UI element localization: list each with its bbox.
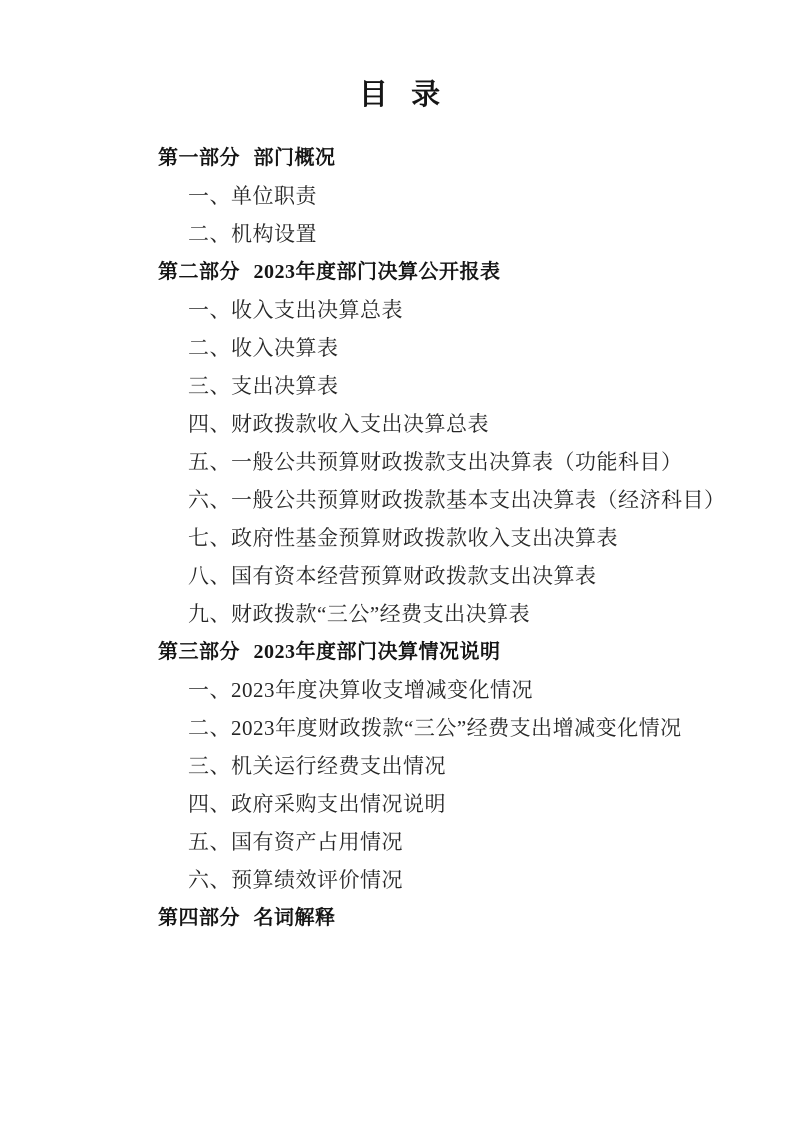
toc-item: 五、国有资产占用情况 [188, 830, 403, 854]
table-of-contents [158, 139, 800, 937]
toc-item: 二、收入决算表 [188, 336, 339, 360]
toc-item: 五、一般公共预算财政拨款支出决算表（功能科目） [188, 450, 683, 474]
toc-item: 三、机关运行经费支出情况 [188, 754, 446, 778]
toc-item: 三、支出决算表 [188, 374, 339, 398]
toc-section-heading-part4: 第四部分 名词解释 [158, 907, 336, 929]
toc-item: 六、一般公共预算财政拨款基本支出决算表（经济科目） [188, 488, 726, 512]
toc-item: 一、收入支出决算总表 [188, 298, 403, 322]
toc-section-heading-part3: 第三部分 2023年度部门决算情况说明 [158, 641, 501, 663]
toc-section-heading-part2: 第二部分 2023年度部门决算公开报表 [158, 261, 501, 283]
toc-item: 四、政府采购支出情况说明 [188, 792, 446, 816]
toc-item: 二、机构设置 [188, 222, 317, 246]
page-title: 目 录 [358, 79, 442, 111]
toc-item: 九、财政拨款“三公”经费支出决算表 [188, 602, 531, 626]
toc-item: 七、政府性基金预算财政拨款收入支出决算表 [188, 526, 618, 550]
toc-section-heading-part1: 第一部分 部门概况 [158, 147, 336, 169]
toc-item: 六、预算绩效评价情况 [188, 868, 403, 892]
toc-item: 一、单位职责 [188, 184, 317, 208]
toc-item: 二、2023年度财政拨款“三公”经费支出增减变化情况 [188, 716, 682, 740]
toc-item: 八、国有资本经营预算财政拨款支出决算表 [188, 564, 597, 588]
toc-item: 一、2023年度决算收支增减变化情况 [188, 678, 533, 702]
toc-item: 四、财政拨款收入支出决算总表 [188, 412, 489, 436]
